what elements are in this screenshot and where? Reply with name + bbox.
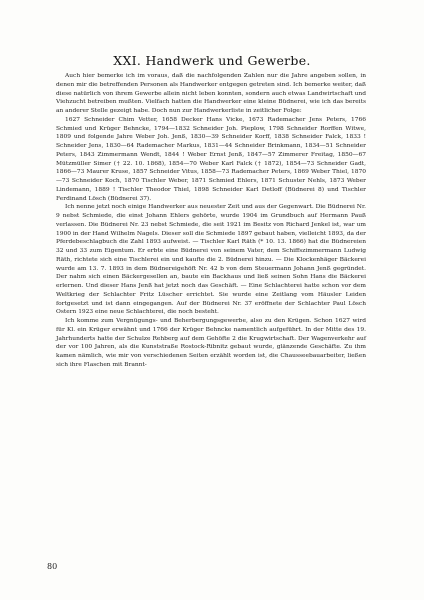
chapter-title: XXI. Handwerk und Gewerbe.	[113, 53, 311, 68]
paragraph-inns: Ich komme zum Vergnügungs- und Beherbergungsgewerbe, also zu den Krügen. Schon 1627 wird für Kl. ein Krüger erwähnt und 1766 der Krüger Behncke namentlich aufgeführt. In der Mitte des 19. Jahrhunderts hatte der Schulze Rehberg auf dem Gehöfte 2 die Krugwirtschaft. Der Wagenverkehr auf der vor 100 Jahren, als die Kunststraße Rostock-Ribnitz gebaut wurde, glänzende Geschäfte. Zu ihm kamen nämlich, wie mir von verschiedenen Seiten erzählt worden ist, die Chausseebauarbeiter, ließen sich ihre Flaschen mit Brannt-	[56, 318, 366, 368]
body-text	[56, 72, 366, 370]
paragraph-craftsmen-list: 1627 Schneider Chim Vetter, 1658 Decker Hans Vicke, 1673 Rademacher Jens Peters, 1766 Schmied und Krüger Behncke, 1794—1832 Schneider Joh. Pieplow, 1798 Schneider Rorffen Witwe, 1809 und folgende Jahre Weber Joh. Jenß, 1830—39 Schneider Korff, 1838 Schneider Falck, 1833 ! Schneider Jens, 1830—64 Rademacher Markus, 1831—44 Schneider Brinkmann, 1834—51 Schneider Peters, 1843 Zimmermann Wendt, 1844 ! Weber Ernst Jenß, 1847—57 Zimmerer Freitag, 1850—67 Mützmüller Simer († 22. 10. 1868), 1854—70 Weber Karl Falck († 1872), 1854—73 Schneider Gadt, 1866—73 Maurer Kruse, 1857 Schneider Vitus, 1858—73 Rademacher Peters, 1869 Weber Thiel, 1870—73 Schneider Koch, 1870 Tischler Weber, 1871 Schmied Ehlers, 1871 Schuster Nehls, 1873 Weber Lindemann, 1889 ! Tischler Theodor Thiel, 1898 Schneider Karl Detloff (Büdnerei 8) und Tischler Ferdinand Lösch (Büdnerei 37).	[56, 116, 366, 202]
paragraph-recent-craftsmen: Ich nenne jetzt noch einige Handwerker aus neuester Zeit und aus der Gegenwart. Die Büdnerei Nr. 9 nebst Schmiede, die einst Johann Ehlers gehörte, wurde 1904 im Grundbuch auf Hermann Pauß verlassen. Die Büdnerei Nr. 23 nebst Schmiede, die seit 1921 im Besitz von Richard Jenkel ist, war um 1900 in der Hand Wilhelm Nagels. Dieser soll die Schmiede 1897 gebaut haben, vielleicht 1893, da der Pferdebeschlagbuch die Zahl 1893 aufweist. — Tischler Karl Räth (* 10. 13. 1866) hat die Büdnereien 32 und 33 zum Eigentum. Er erbte eine Büdnerei von seinem Vater, dem Schiffszimmermann Ludwig Räth, richtete sich eine Tischlerei ein und kaufte die 2. Büdnerei hinzu. — Die Klockenhäger Bäckerei wurde am 13. 7. 1893 in dem Büdnereigehöft Nr. 42 b von dem Steuermann Johann Jenß gegründet. Der nahm sich einen Bäckergesellen an, baute ein Backhaus und ließ seinen Sohn Hans die Bäckerei erlernen. Und dieser Hans Jenß hat jetzt noch das Geschäft. — Eine Schlachterei hatte schon vor dem Weltkrieg der Schlachter Fritz Lüscher errichtet. Sie wurde eine Zeitlang vom Häusler Leiden fortgesetzt und ist dann eingegangen. Auf der Büdnerei Nr. 37 eröffnete der Schlachter Paul Lösch Ostern 1923 eine neue Schlachterei, die noch besteht.	[56, 204, 366, 316]
page-number: 80	[47, 562, 58, 571]
paragraph-intro: Auch hier bemerke ich im voraus, daß die nachfolgenden Zahlen nur die Jahre angeben sollen, in denen mir die betreffenden Personen als Handwerker entgegen getreten sind. Ich bemerke weiter, daß diese natürlich von ihrem Gewerbe allein nicht leben konnten, sondern auch etwas Landwirtschaft und Viehzucht betreiben mußten. Vielfach hatten die Handwerker eine kleine Büdnerei, wie ich das bereits an anderer Stelle gezeigt habe. Doch nun zur Handwerkerliste in zeitlicher Folge:	[56, 73, 366, 114]
